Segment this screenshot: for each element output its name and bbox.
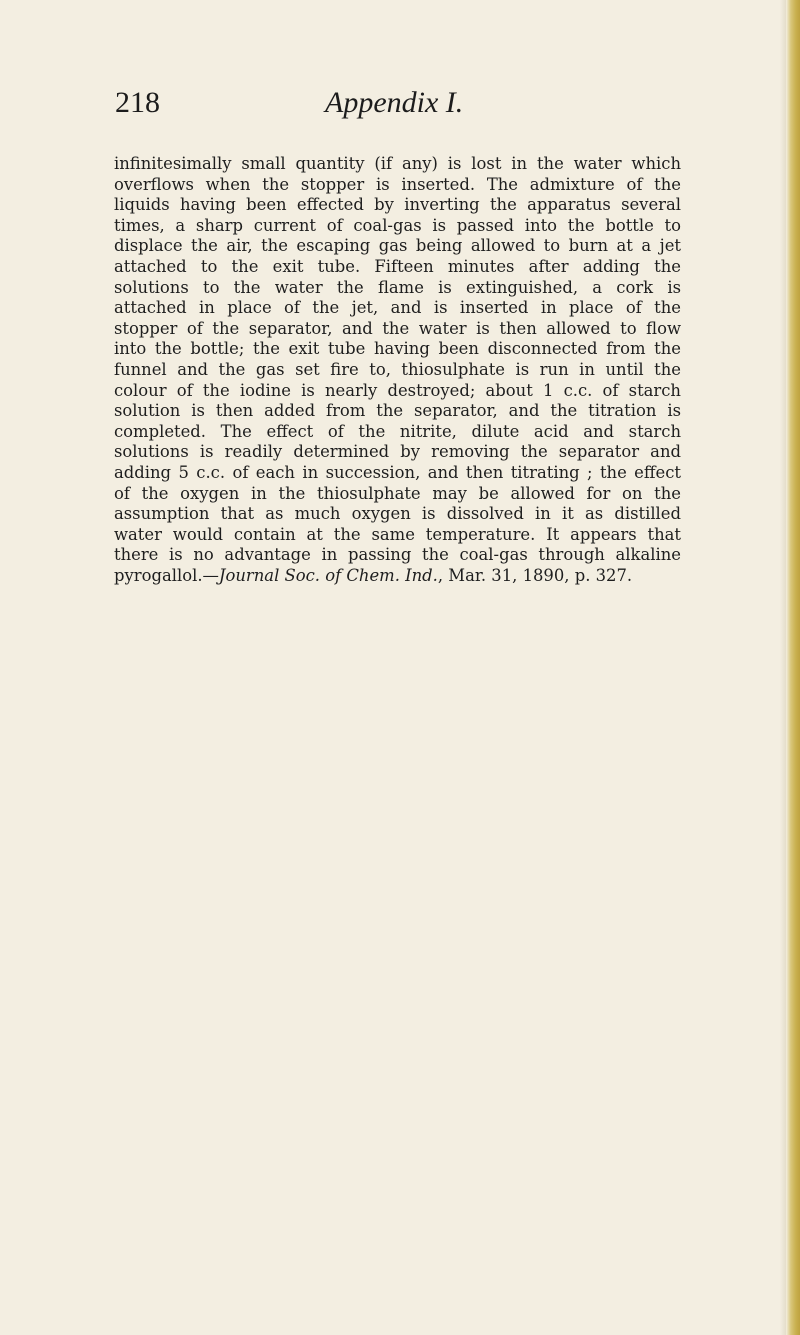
- text-line: funnel and the gas set fire to, thiosulphate is run in until the: [114, 359, 681, 379]
- page-edge-strip: [786, 0, 800, 1335]
- text-line: stopper of the separator, and the water is then allowed to flow: [114, 318, 681, 338]
- text-line-citation: [114, 566, 681, 587]
- text-line: of the oxygen in the thiosulphate may be allowed for on the: [114, 483, 681, 503]
- citation-suffix: , Mar. 31, 1890, p. 327.: [437, 565, 633, 585]
- citation-prefix: pyrogallol.—: [114, 565, 219, 585]
- text-line: displace the air, the escaping gas being allowed to burn at a jet: [114, 236, 681, 256]
- text-line: completed. The effect of the nitrite, dilute acid and starch: [114, 421, 681, 441]
- text-line: attached to the exit tube. Fifteen minutes after adding the: [114, 256, 681, 276]
- text-line: assumption that as much oxygen is dissolved in it as distilled: [114, 504, 681, 524]
- journal-citation: Journal Soc. of Chem. Ind.: [218, 565, 438, 585]
- text-line: adding 5 c.c. of each in succession, and then titrating ; the effect: [114, 462, 681, 482]
- page-header: [115, 86, 680, 130]
- body-paragraph: [114, 154, 681, 586]
- page-number: 218: [115, 86, 160, 119]
- text-line: there is no advantage in passing the coal-gas through alkaline: [114, 545, 681, 565]
- text-line: solution is then added from the separator, and the titration is: [114, 401, 681, 421]
- text-line: colour of the iodine is nearly destroyed; about 1 c.c. of starch: [114, 380, 681, 400]
- text-line: infinitesimally small quantity (if any) is lost in the water which: [114, 154, 681, 173]
- text-line: overflows when the stopper is inserted. The admixture of the: [114, 174, 681, 194]
- text-line: water would contain at the same temperature. It appears that: [114, 524, 681, 544]
- text-line: solutions is readily determined by removing the separator and: [114, 442, 681, 462]
- text-line: attached in place of the jet, and is inserted in place of the: [114, 298, 681, 318]
- text-line: solutions to the water the flame is extinguished, a cork is: [114, 277, 681, 297]
- text-line: times, a sharp current of coal-gas is passed into the bottle to: [114, 215, 681, 235]
- text-line: into the bottle; the exit tube having been disconnected from the: [114, 339, 681, 359]
- text-line: liquids having been effected by inverting the apparatus several: [114, 195, 681, 215]
- running-head: Appendix I.: [325, 86, 464, 119]
